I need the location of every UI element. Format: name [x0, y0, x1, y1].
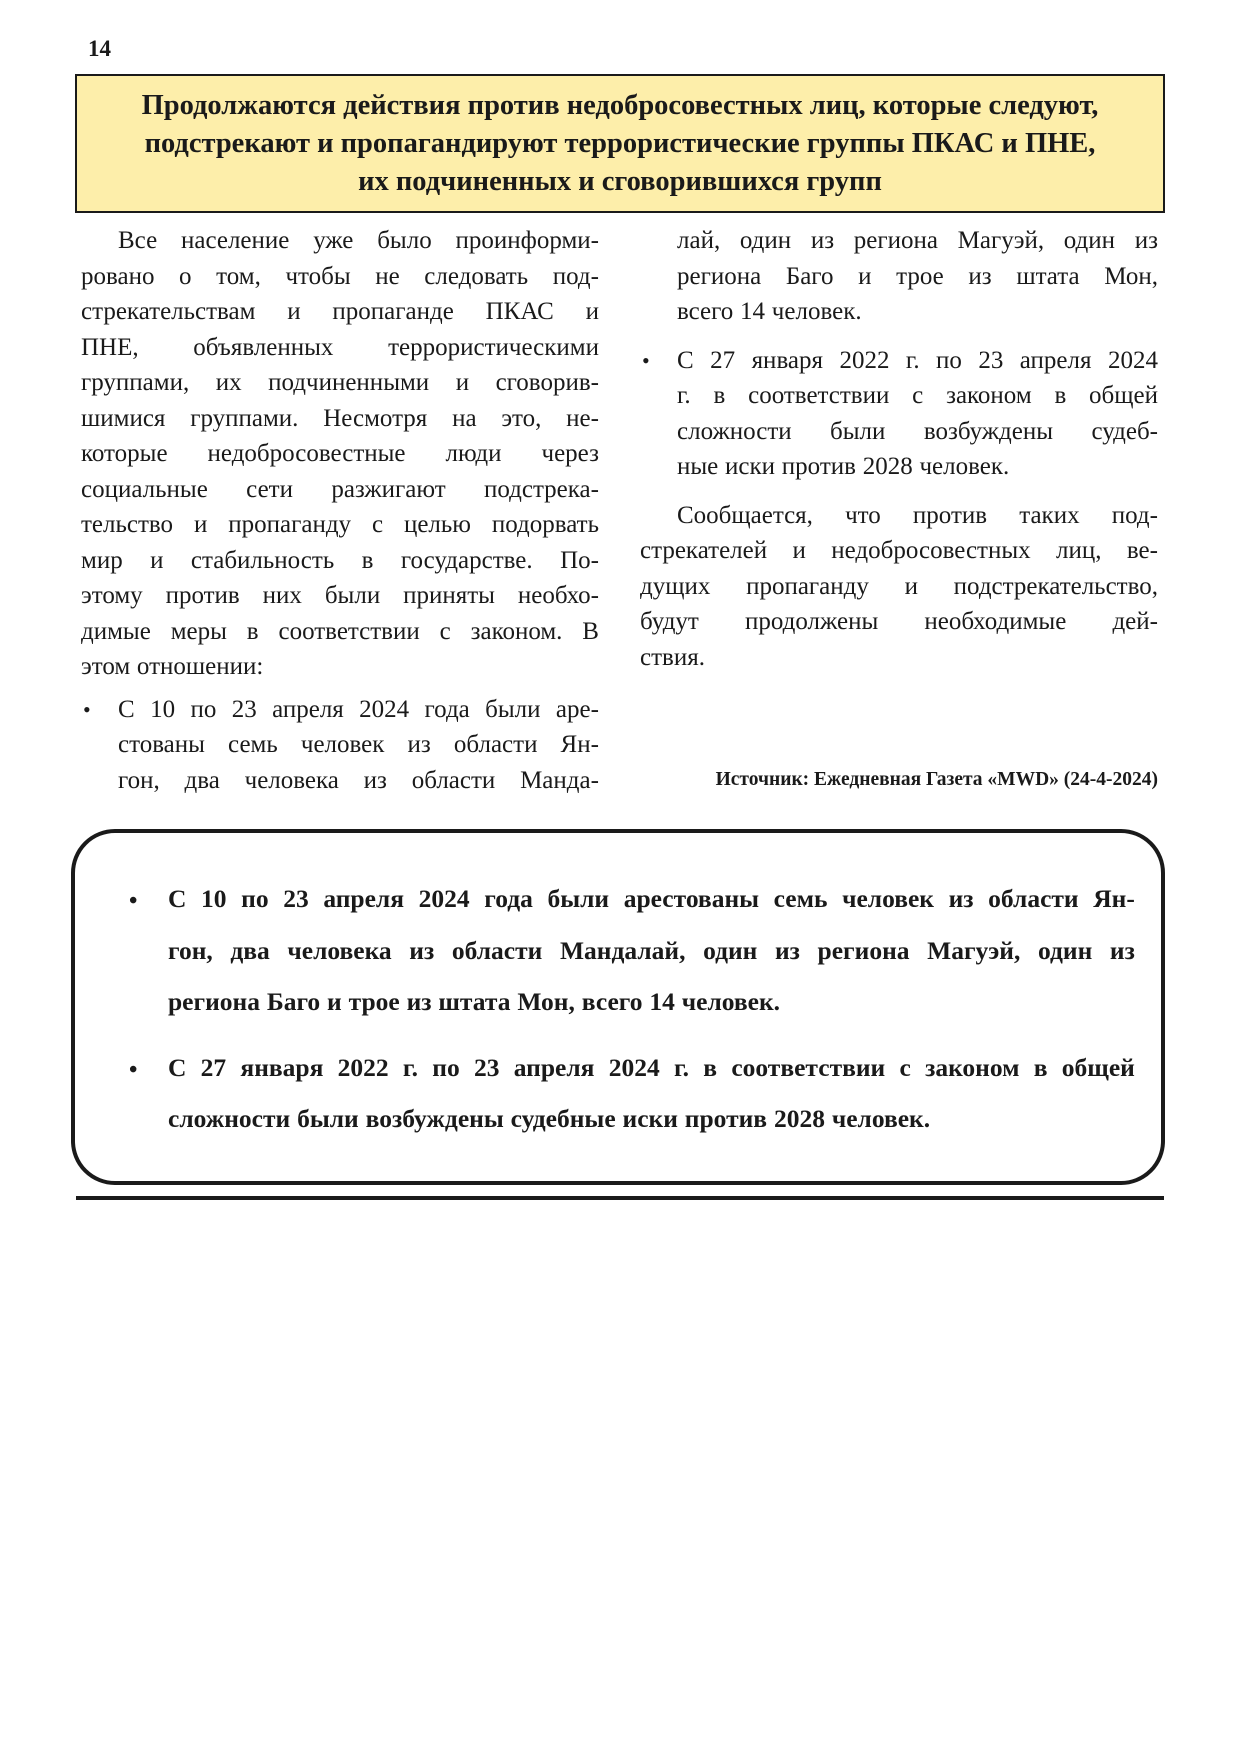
text-line: которые недобросовестные люди через: [81, 440, 599, 467]
headline-line-1: Продолжаются действия против недобросовестных лиц, которые следуют,: [141, 89, 1099, 121]
text-line: С 27 января 2022 г. по 23 апреля 2024 г. в соответствии с законом в общей: [168, 1052, 1135, 1082]
text-line: гон, два человека из области Мандалай, один из региона Магуэй, один из: [168, 935, 1135, 965]
text-line: Сообщается, что против таких под-: [677, 501, 1158, 529]
text-line: димые меры в соответствии с законом. В: [81, 617, 599, 645]
bottom-rule: [76, 1196, 1164, 1200]
summary-box: [71, 829, 1165, 1185]
intro-paragraph: [81, 223, 599, 685]
text-line: сложности были возбуждены судебные иски против 2028 человек.: [168, 1104, 931, 1133]
text-line: региона Баго и трое из штата Мон,: [677, 262, 1158, 290]
text-line: стрекателей и недобросовестных лиц, ве-: [640, 537, 1158, 564]
closing-paragraph: [640, 498, 1158, 676]
bullet-icon: •: [129, 888, 138, 914]
headline-box: [75, 74, 1165, 213]
text-line: ровано о том, чтобы не следовать под-: [81, 262, 599, 290]
text-line: региона Баго и трое из штата Мон, всего 14 человек.: [168, 987, 781, 1016]
source-citation: Источник: Ежедневная Газета «MWD» (24-4-2024): [715, 769, 1158, 790]
text-line: этом отношении:: [81, 653, 264, 680]
text-line: С 10 по 23 апреля 2024 года были аре-: [118, 695, 599, 723]
text-line: ные иски против 2028 человек.: [677, 453, 1010, 480]
text-line: Все население уже было проинформи-: [118, 227, 599, 254]
page-number: 14: [88, 36, 111, 61]
text-line: мир и стабильность в государстве. По-: [81, 546, 599, 574]
text-line: дущих пропаганду и подстрекательство,: [640, 572, 1158, 600]
text-line: тельство и пропаганду с целью подорвать: [81, 511, 599, 538]
right-column: [640, 223, 1158, 675]
bullet-item-lawsuits: [640, 343, 1158, 485]
text-line: г. в соответствии с законом в общей: [677, 382, 1158, 409]
bullet-icon: •: [642, 347, 650, 373]
text-line: стрекательствам и пропаганде ПКАС и: [81, 298, 599, 325]
text-line: будут продолжены необходимые дей-: [640, 608, 1158, 635]
text-line: С 10 по 23 апреля 2024 года были арестованы семь человек из области Ян-: [168, 884, 1135, 913]
left-column: [81, 223, 599, 798]
text-line: сложности были возбуждены судеб-: [677, 417, 1158, 445]
bullet-item-arrests-continued: [640, 223, 1158, 330]
text-line: социальные сети разжигают подстрека-: [81, 475, 599, 503]
bullet-item-arrests: [81, 692, 599, 799]
summary-item-arrests: [131, 873, 1135, 1028]
bullet-icon: •: [129, 1056, 138, 1083]
text-line: стованы семь человек из области Ян-: [118, 731, 599, 758]
headline-line-2: подстрекают и пропагандируют террористические группы ПКАС и ПНЕ,: [144, 127, 1096, 159]
summary-item-lawsuits: [131, 1042, 1135, 1145]
bullet-icon: •: [83, 696, 91, 722]
text-line: С 27 января 2022 г. по 23 апреля 2024: [677, 346, 1158, 374]
text-line: ПНЕ, объявленных террористическими: [81, 333, 599, 361]
text-line: шимися группами. Несмотря на это, не-: [81, 404, 599, 432]
text-line: этому против них были приняты необхо-: [81, 582, 599, 609]
text-line: гон, два человека из области Манда-: [118, 766, 599, 794]
text-line: группами, их подчиненными и сговорив-: [81, 369, 599, 396]
text-line: всего 14 человек.: [677, 298, 862, 325]
headline-line-3: их подчиненных и сговорившихся групп: [358, 165, 882, 197]
text-line: ствия.: [640, 643, 705, 671]
text-line: лай, один из региона Магуэй, один из: [677, 227, 1158, 254]
